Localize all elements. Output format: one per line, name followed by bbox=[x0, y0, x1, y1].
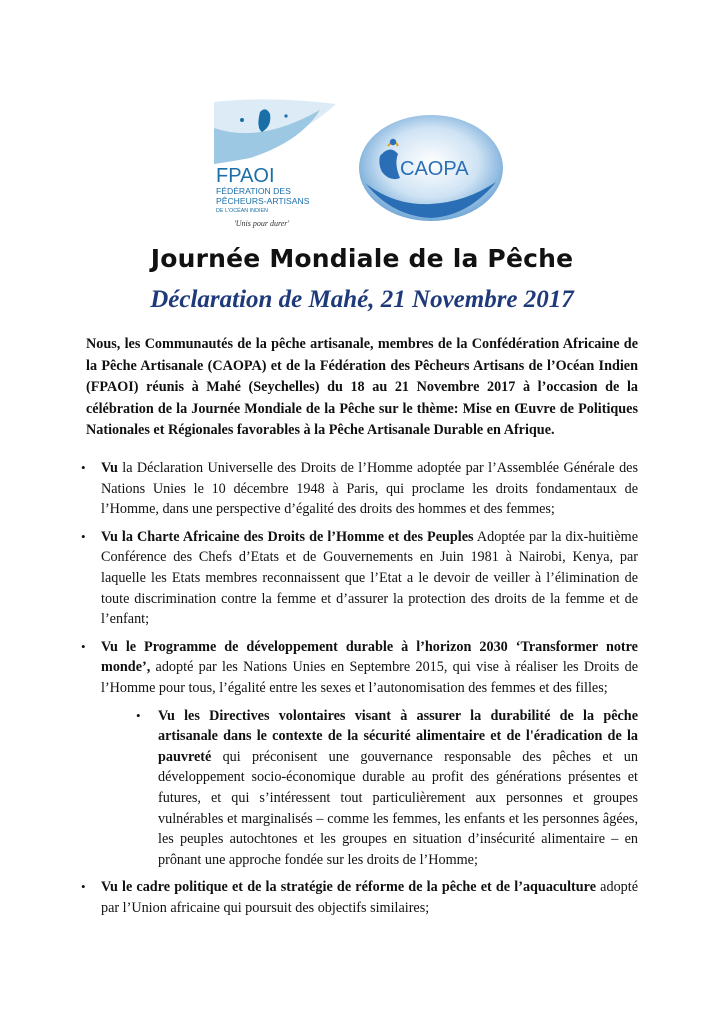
caopa-logo bbox=[356, 112, 506, 224]
fpaoi-logo-line3: DE L'OCÉAN INDIEN bbox=[216, 208, 268, 214]
caopa-logo-name: CAOPA bbox=[400, 158, 469, 180]
list-item-text: la Déclaration Universelle des Droits de l’Homme adoptée par l’Assemblée Générale des Nations Unies le 10 décembre 1948 à Paris, qui proclame les droits fondamentaux de l’Homme, dans une perspective d’égalité des droits des hommes et des femmes; bbox=[101, 460, 638, 518]
list-item bbox=[81, 637, 638, 699]
bullet-icon: • bbox=[81, 879, 86, 895]
list-item-text: Adoptée par la dix-huitième Conférence des Chefs d’Etats et de Gouvernements en Juin 1981 à Nairobi, Kenya, par laquelle les Etats membres reconnaissent que l’Etat a le devoir de veiller à l’élimination de toute discrimination contre la femme et d’assurer la protection des droits de la femme et de l’enfant; bbox=[101, 528, 638, 628]
fpaoi-logo-motto: 'Unis pour durer' bbox=[234, 219, 290, 228]
bullet-icon: • bbox=[81, 460, 86, 475]
list-item-lead: Vu bbox=[101, 460, 118, 476]
list-item-text: qui préconisent une gouvernance responsable des pêches et un développement socio-économique durable au profit des générations présentes et futures, et qui s’intéressent tout particulièrement aux personnes et groupes vulnérables et marginalisés – comme les femmes, les enfants et les personnes âgées, les peuples autochtones et les groupes en situation d’insécurité alimentaire – en prônant une approche fondée sur les droits de l’Homme; bbox=[158, 748, 638, 868]
list-item-lead: Vu le Programme de développement durable à l’horizon 2030 ‘Transformer notre monde’, bbox=[101, 638, 638, 676]
intro-paragraph: Nous, les Communautés de la pêche artisanale, membres de la Confédération Africaine de la Pêche Artisanale (CAOPA) et de la Fédération des Pêcheurs Artisans de l’Océan Indien (FPAOI) réunis à Mahé (Seychelles) du 18 au 21 Novembre 2017 à l’occasion de la célébration de la Journée Mondiale de la Pêche sur le thème: Mise en Œuvre de Politiques Nationales et Régionales favorables à la Pêche Artisanale Durable en Afrique. bbox=[86, 336, 638, 438]
bullet-icon: • bbox=[136, 707, 141, 723]
fpaoi-logo-name: FPAOI bbox=[216, 165, 275, 187]
list-item bbox=[81, 527, 638, 630]
considerations-list bbox=[0, 458, 724, 925]
fpaoi-logo bbox=[210, 98, 340, 234]
fpaoi-logo-line2: PÊCHEURS-ARTISANS bbox=[216, 196, 310, 206]
list-item-text: adopté par l’Union africaine qui poursuit des objectifs similaires; bbox=[101, 879, 638, 916]
bullet-icon: • bbox=[81, 638, 86, 654]
page-title: Journée Mondiale de la Pêche bbox=[150, 244, 574, 273]
sub-list-item bbox=[136, 706, 638, 871]
list-item bbox=[81, 877, 638, 918]
list-item-lead: Vu la Charte Africaine des Droits de l’Homme et des Peuples bbox=[101, 528, 474, 545]
page-subtitle: Déclaration de Mahé, 21 Novembre 2017 bbox=[150, 286, 574, 313]
logos-row bbox=[0, 98, 724, 236]
list-item-lead: Vu les Directives volontaires visant à assurer la durabilité de la pêche artisanale dans le contexte de la sécurité alimentaire et de l'éradication de la pauvreté bbox=[158, 707, 638, 765]
bullet-icon: • bbox=[81, 528, 86, 544]
list-item-lead: Vu le cadre politique et de la stratégie de réforme de la pêche et de l’aquaculture bbox=[101, 879, 596, 896]
list-item-text: adopté par les Nations Unies en Septembre 2015, qui vise à réaliser les Droits de l’Homme pour tous, l’égalité entre les sexes et l’autonomisation des femmes et des filles; bbox=[101, 659, 638, 696]
fpaoi-logo-line1: FÉDÉRATION DES bbox=[216, 186, 291, 196]
list-item bbox=[81, 458, 638, 520]
